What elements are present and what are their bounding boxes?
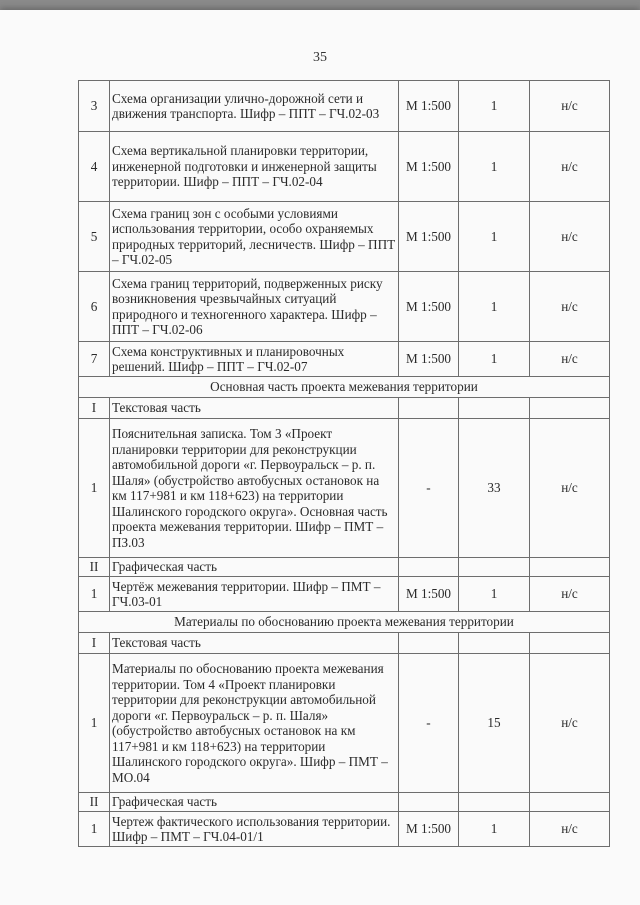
table-row <box>79 342 610 377</box>
document-name: Схема вертикальной планировки территории, инженерной подготовки и инженерной защиты территории. Шифр – ППТ – ГЧ.02-04 <box>110 132 399 202</box>
note <box>530 793 610 812</box>
table-row <box>79 558 610 577</box>
scale <box>399 633 459 654</box>
row-number: 4 <box>79 132 110 202</box>
sheet-count: 1 <box>459 577 530 612</box>
document-name: Чертёж межевания территории. Шифр – ПМТ – ГЧ.03-01 <box>110 577 399 612</box>
table-row <box>79 272 610 342</box>
scale: М 1:500 <box>399 202 459 272</box>
note: н/с <box>530 202 610 272</box>
sheet-count <box>459 398 530 419</box>
sheet-count <box>459 558 530 577</box>
table-row <box>79 202 610 272</box>
document-name: Схема границ зон с особыми условиями использования территории, особо охраняемых природных территорий, лесничеств. Шифр – ППТ – ГЧ.02-05 <box>110 202 399 272</box>
row-number: I <box>79 633 110 654</box>
document-name: Схема границ территорий, подверженных риску возникновения чрезвычайных ситуаций природного и техногенного характера. Шифр – ППТ – ГЧ.02-06 <box>110 272 399 342</box>
scale: М 1:500 <box>399 812 459 847</box>
document-name: Графическая часть <box>110 558 399 577</box>
row-number: 1 <box>79 812 110 847</box>
note: н/с <box>530 342 610 377</box>
row-number: 6 <box>79 272 110 342</box>
section-title: Основная часть проекта межевания территории <box>79 377 610 398</box>
document-name: Текстовая часть <box>110 633 399 654</box>
table-row <box>79 132 610 202</box>
row-number: 5 <box>79 202 110 272</box>
sheet-count: 1 <box>459 81 530 132</box>
row-number: 1 <box>79 654 110 793</box>
table-row <box>79 577 610 612</box>
scale: М 1:500 <box>399 577 459 612</box>
note: н/с <box>530 577 610 612</box>
note: н/с <box>530 654 610 793</box>
note: н/с <box>530 812 610 847</box>
sheet-count <box>459 633 530 654</box>
section-header-row <box>79 377 610 398</box>
row-number: 7 <box>79 342 110 377</box>
scale: М 1:500 <box>399 272 459 342</box>
scale: М 1:500 <box>399 81 459 132</box>
note: н/с <box>530 272 610 342</box>
note <box>530 558 610 577</box>
sheet-count <box>459 793 530 812</box>
page-number: 35 <box>313 50 327 65</box>
scale: М 1:500 <box>399 132 459 202</box>
row-number: 1 <box>79 419 110 558</box>
scale <box>399 398 459 419</box>
sheet-count: 33 <box>459 419 530 558</box>
scale: - <box>399 654 459 793</box>
note: н/с <box>530 419 610 558</box>
document-page <box>0 10 640 905</box>
table-row <box>79 633 610 654</box>
drawings-table <box>78 80 610 847</box>
document-name: Текстовая часть <box>110 398 399 419</box>
note <box>530 398 610 419</box>
sheet-count: 1 <box>459 342 530 377</box>
scale <box>399 793 459 812</box>
table-row <box>79 398 610 419</box>
table-row <box>79 793 610 812</box>
row-number: II <box>79 558 110 577</box>
scale: - <box>399 419 459 558</box>
sheet-count: 15 <box>459 654 530 793</box>
sheet-count: 1 <box>459 132 530 202</box>
table-row <box>79 419 610 558</box>
sheet-count: 1 <box>459 812 530 847</box>
document-name: Чертеж фактического использования территории. Шифр – ПМТ – ГЧ.04-01/1 <box>110 812 399 847</box>
document-name: Пояснительная записка. Том 3 «Проект планировки территории для реконструкции автомобильной дороги «г. Первоуральск – р. п. Шаля» (обустройство автобусных остановок на км 117+981 и км 118+623) на территории Шалинского городского округа». Основная часть проекта межевания территории. Шифр – ПМТ – ПЗ.03 <box>110 419 399 558</box>
table-row <box>79 81 610 132</box>
note: н/с <box>530 81 610 132</box>
note: н/с <box>530 132 610 202</box>
table-row <box>79 654 610 793</box>
scale <box>399 558 459 577</box>
table-row <box>79 812 610 847</box>
row-number: 1 <box>79 577 110 612</box>
row-number: 3 <box>79 81 110 132</box>
row-number: I <box>79 398 110 419</box>
row-number: II <box>79 793 110 812</box>
sheet-count: 1 <box>459 272 530 342</box>
section-header-row <box>79 612 610 633</box>
document-name: Графическая часть <box>110 793 399 812</box>
scale: М 1:500 <box>399 342 459 377</box>
note <box>530 633 610 654</box>
document-name: Схема конструктивных и планировочных решений. Шифр – ППТ – ГЧ.02-07 <box>110 342 399 377</box>
document-name: Схема организации улично-дорожной сети и движения транспорта. Шифр – ППТ – ГЧ.02-03 <box>110 81 399 132</box>
document-name: Материалы по обоснованию проекта межевания территории. Том 4 «Проект планировки территории для реконструкции автомобильной дороги «г. Первоуральск – р. п. Шаля» (обустройство автобусных остановок на км 117+981 и км 118+623) на территории Шалинского городского округа». Шифр – ПМТ – МО.04 <box>110 654 399 793</box>
sheet-count: 1 <box>459 202 530 272</box>
section-title: Материалы по обоснованию проекта межевания территории <box>79 612 610 633</box>
